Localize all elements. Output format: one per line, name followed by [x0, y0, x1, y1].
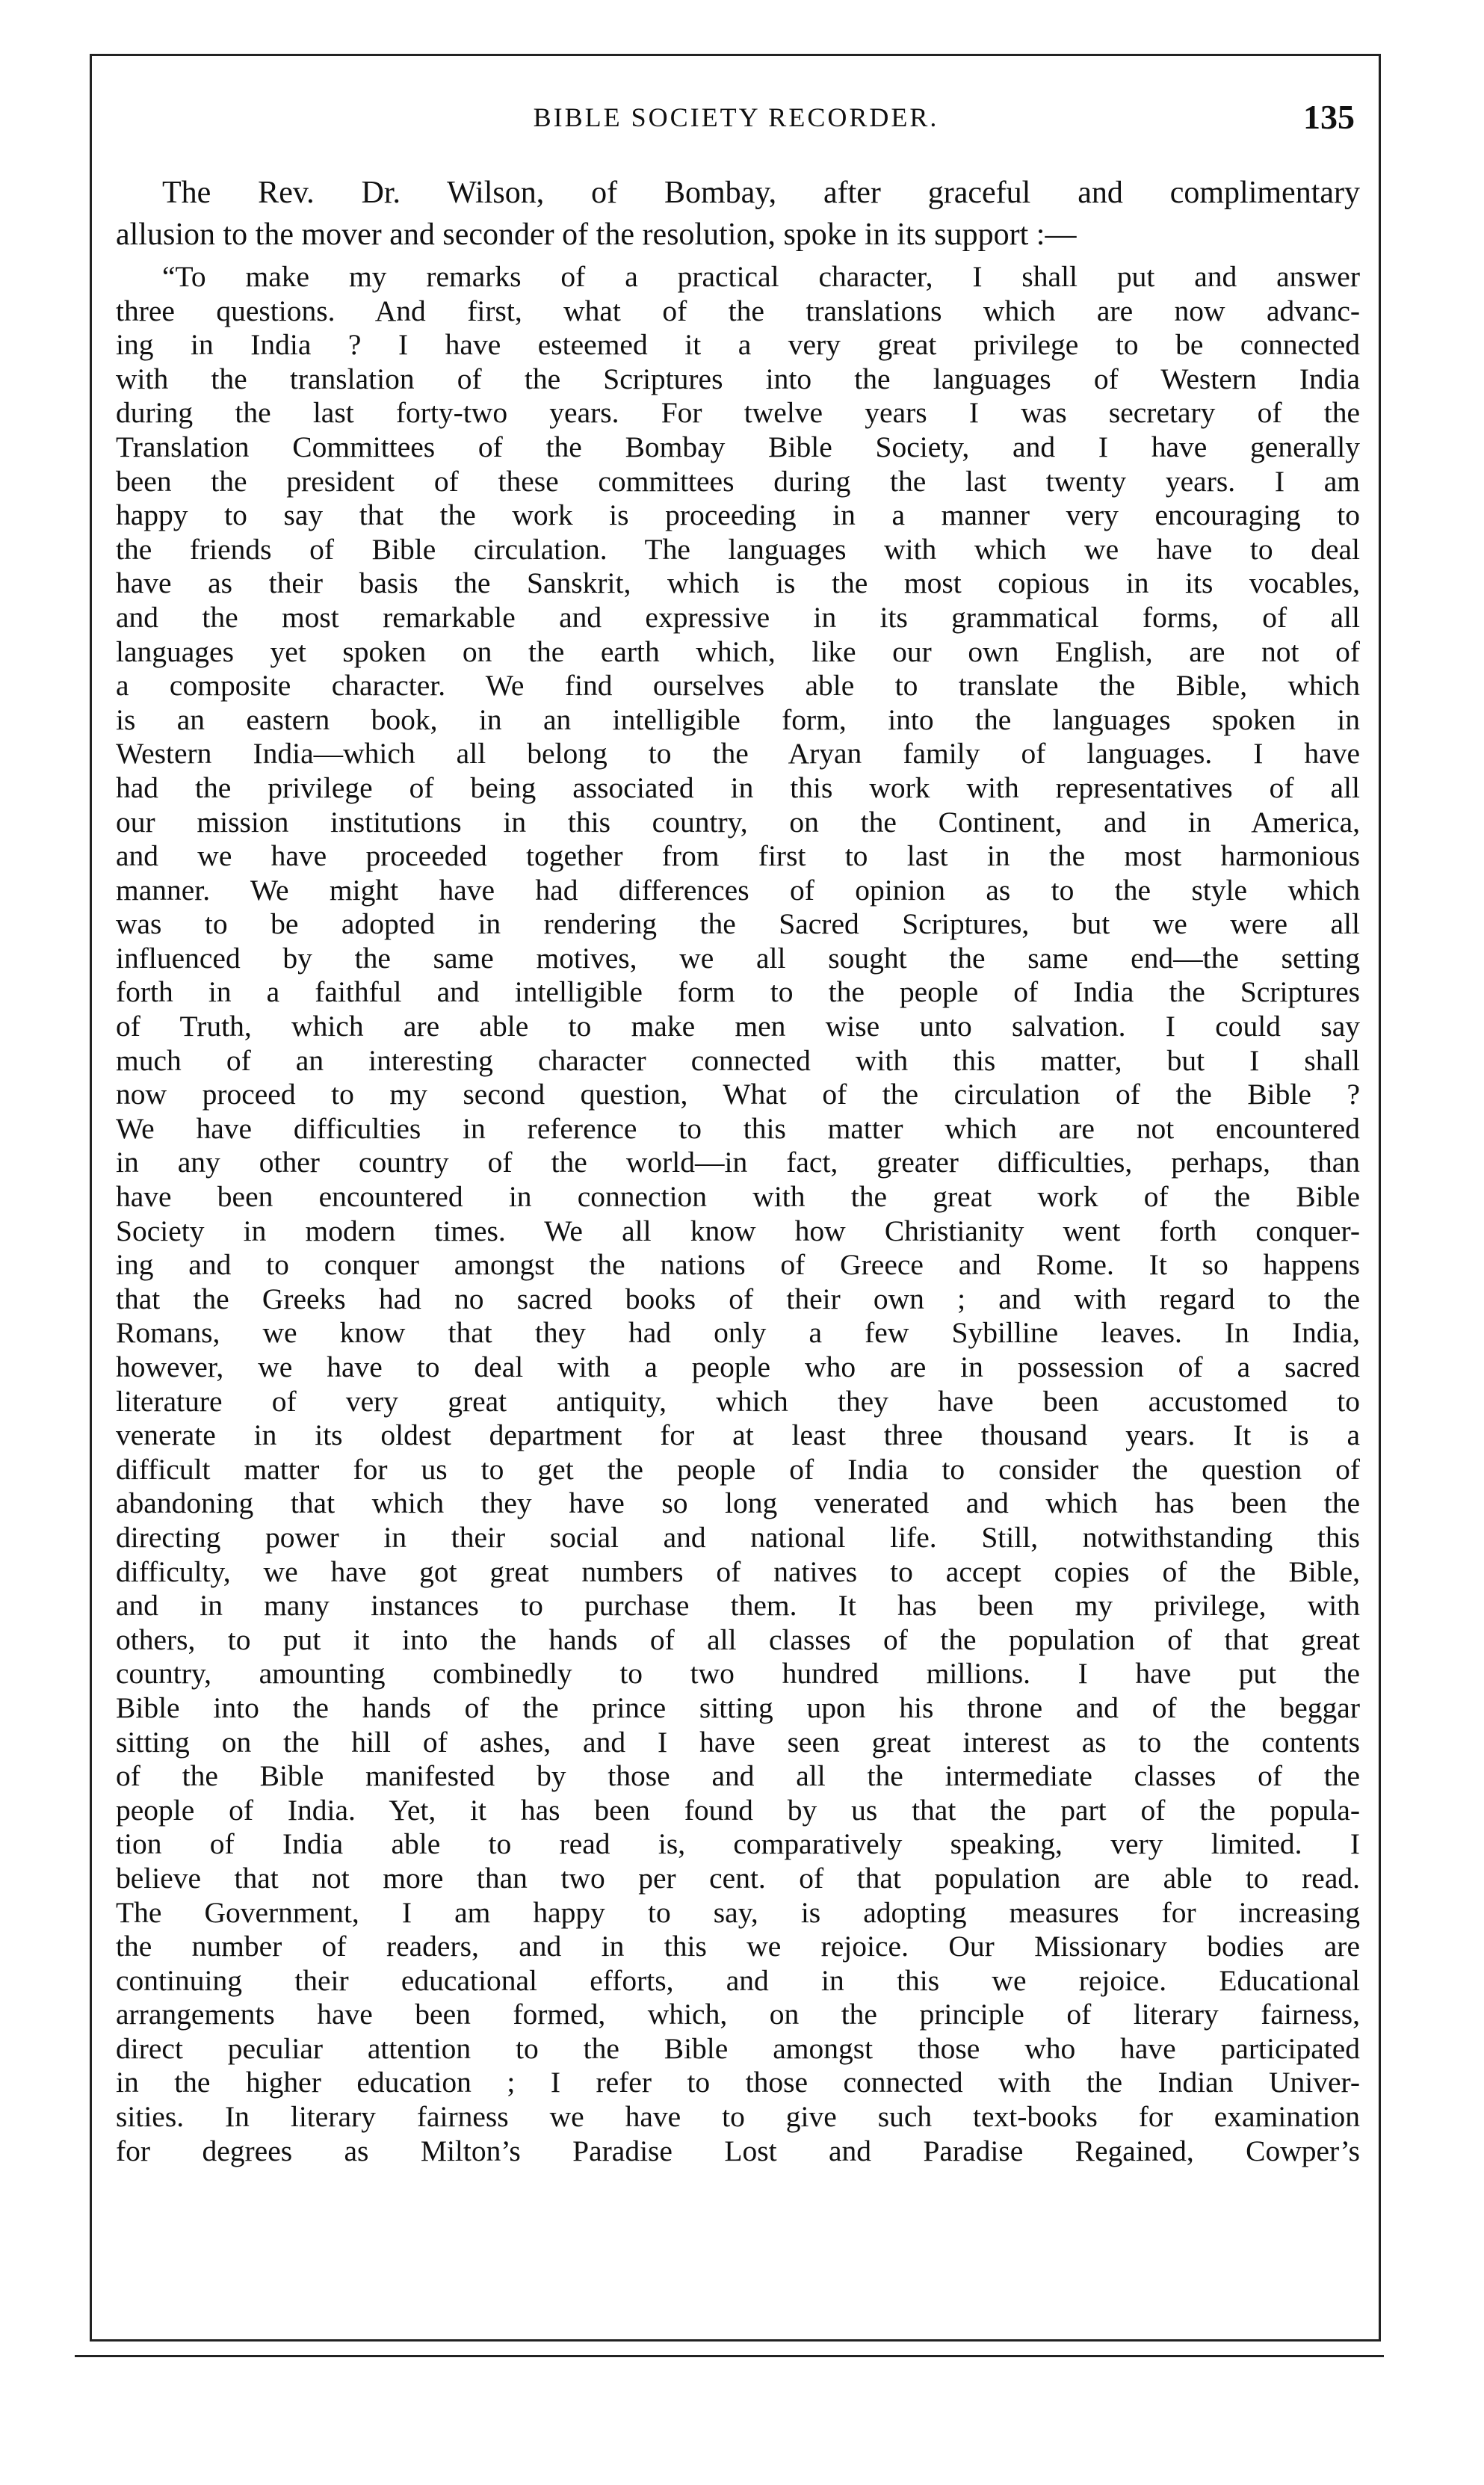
speech-line: tion of India able to read is, comparatively speaking, very limited. I [116, 1827, 1360, 1861]
article-body [116, 172, 1360, 2168]
speech-line: and we have proceeded together from first to last in the most harmonious [116, 839, 1360, 873]
page-number: 135 [1303, 98, 1355, 136]
speech-line: the number of readers, and in this we rejoice. Our Missionary bodies are [116, 1930, 1360, 1963]
speech-line: happy to say that the work is proceeding in a manner very encouraging to [116, 498, 1360, 532]
speech-line: languages yet spoken on the earth which, like our own English, are not of [116, 635, 1360, 668]
speech-paragraph [116, 260, 1360, 2168]
speech-line: our mission institutions in this country, on the Continent, and in America, [116, 805, 1360, 839]
speech-line: people of India. Yet, it has been found by us that the part of the popula- [116, 1793, 1360, 1827]
speech-line: in the higher education ; I refer to those connected with the Indian Univer- [116, 2066, 1360, 2099]
speech-line: have been encountered in connection with the great work of the Bible [116, 1180, 1360, 1214]
speech-line: been the president of these committees during the last twenty years. I am [116, 464, 1360, 498]
intro-line: The Rev. Dr. Wilson, of Bombay, after graceful and complimentary [162, 176, 1360, 210]
speech-line: directing power in their social and national life. Still, notwithstanding this [116, 1520, 1360, 1554]
speech-line: direct peculiar attention to the Bible amongst those who have participated [116, 2031, 1360, 2065]
running-head [116, 97, 1356, 142]
speech-line: forth in a faithful and intelligible form to the people of India the Scriptures [116, 975, 1360, 1009]
running-title: BIBLE SOCIETY RECORDER. [533, 102, 939, 132]
speech-line: is an eastern book, in an intelligible form, into the languages spoken in [116, 703, 1360, 736]
speech-line: during the last forty-two years. For twelve years I was secretary of the [116, 396, 1360, 430]
speech-line: arrangements have been formed, which, on the principle of literary fairness, [116, 1998, 1360, 2031]
speech-line: difficult matter for us to get the people of India to consider the question of [116, 1452, 1360, 1486]
intro-paragraph [116, 172, 1360, 256]
speech-line: manner. We might have had differences of opinion as to the style which [116, 873, 1360, 907]
speech-line: We have difficulties in reference to this matter which are not encountered [116, 1111, 1360, 1145]
speech-line: for degrees as Milton’s Paradise Lost and Paradise Regained, Cowper’s [116, 2134, 1360, 2167]
speech-line: and in many instances to purchase them. It has been my privilege, with [116, 1589, 1360, 1623]
speech-line: a composite character. We find ourselves able to translate the Bible, which [116, 669, 1360, 703]
speech-line: Western India—which all belong to the Aryan family of languages. I have [116, 737, 1360, 771]
speech-line: was to be adopted in rendering the Sacred Scriptures, but we were all [116, 907, 1360, 941]
speech-line: in any other country of the world—in fact, greater difficulties, perhaps, than [116, 1146, 1360, 1179]
intro-line: allusion to the mover and seconder of the resolution, spoke in its support :— [116, 217, 1077, 252]
bottom-rule [75, 2355, 1384, 2357]
speech-line: Romans, we know that they had only a few Sybilline leaves. In India, [116, 1316, 1360, 1350]
speech-line: The Government, I am happy to say, is adopting measures for increasing [116, 1895, 1360, 1929]
speech-line: Society in modern times. We all know how Christianity went forth conquer- [116, 1214, 1360, 1247]
speech-line: believe that not more than two per cent. of that population are able to read. [116, 1861, 1360, 1895]
speech-line: continuing their educational efforts, and in this we rejoice. Educational [116, 1963, 1360, 1997]
speech-line: Bible into the hands of the prince sitting upon his throne and of the beggar [116, 1691, 1360, 1724]
speech-line: however, we have to deal with a people who are in possession of a sacred [116, 1350, 1360, 1383]
speech-line: “To make my remarks of a practical character, I shall put and answer [162, 260, 1360, 293]
speech-line: much of an interesting character connected with this matter, but I shall [116, 1043, 1360, 1077]
speech-line: sities. In literary fairness we have to give such text-books for examination [116, 2100, 1360, 2134]
speech-line: influenced by the same motives, we all sought the same end—the setting [116, 941, 1360, 975]
speech-line: others, to put it into the hands of all classes of the population of that great [116, 1623, 1360, 1656]
speech-line: ing in India ? I have esteemed it a very great privilege to be connected [116, 328, 1360, 362]
speech-line: Translation Committees of the Bombay Bible Society, and I have generally [116, 430, 1360, 463]
speech-line: abandoning that which they have so long venerated and which has been the [116, 1487, 1360, 1520]
speech-line: of the Bible manifested by those and all the intermediate classes of the [116, 1759, 1360, 1793]
speech-line: country, amounting combinedly to two hundred millions. I have put the [116, 1657, 1360, 1691]
speech-line: literature of very great antiquity, which they have been accustomed to [116, 1384, 1360, 1418]
speech-line: ing and to conquer amongst the nations of Greece and Rome. It so happens [116, 1248, 1360, 1282]
speech-line: three questions. And first, what of the translations which are now advanc- [116, 294, 1360, 327]
speech-line: of Truth, which are able to make men wise unto salvation. I could say [116, 1010, 1360, 1043]
speech-line: and the most remarkable and expressive in its grammatical forms, of all [116, 600, 1360, 634]
speech-line: that the Greeks had no sacred books of their own ; and with regard to the [116, 1282, 1360, 1315]
speech-line: the friends of Bible circulation. The languages with which we have to deal [116, 532, 1360, 566]
speech-line: sitting on the hill of ashes, and I have seen great interest as to the contents [116, 1725, 1360, 1759]
speech-line: difficulty, we have got great numbers of natives to accept copies of the Bible, [116, 1555, 1360, 1588]
speech-line: had the privilege of being associated in this work with representatives of all [116, 771, 1360, 804]
speech-line: with the translation of the Scriptures into the languages of Western India [116, 362, 1360, 395]
speech-line: now proceed to my second question, What of the circulation of the Bible ? [116, 1078, 1360, 1111]
speech-line: venerate in its oldest department for at least three thousand years. It is a [116, 1419, 1360, 1452]
speech-line: have as their basis the Sanskrit, which is the most copious in its vocables, [116, 567, 1360, 600]
